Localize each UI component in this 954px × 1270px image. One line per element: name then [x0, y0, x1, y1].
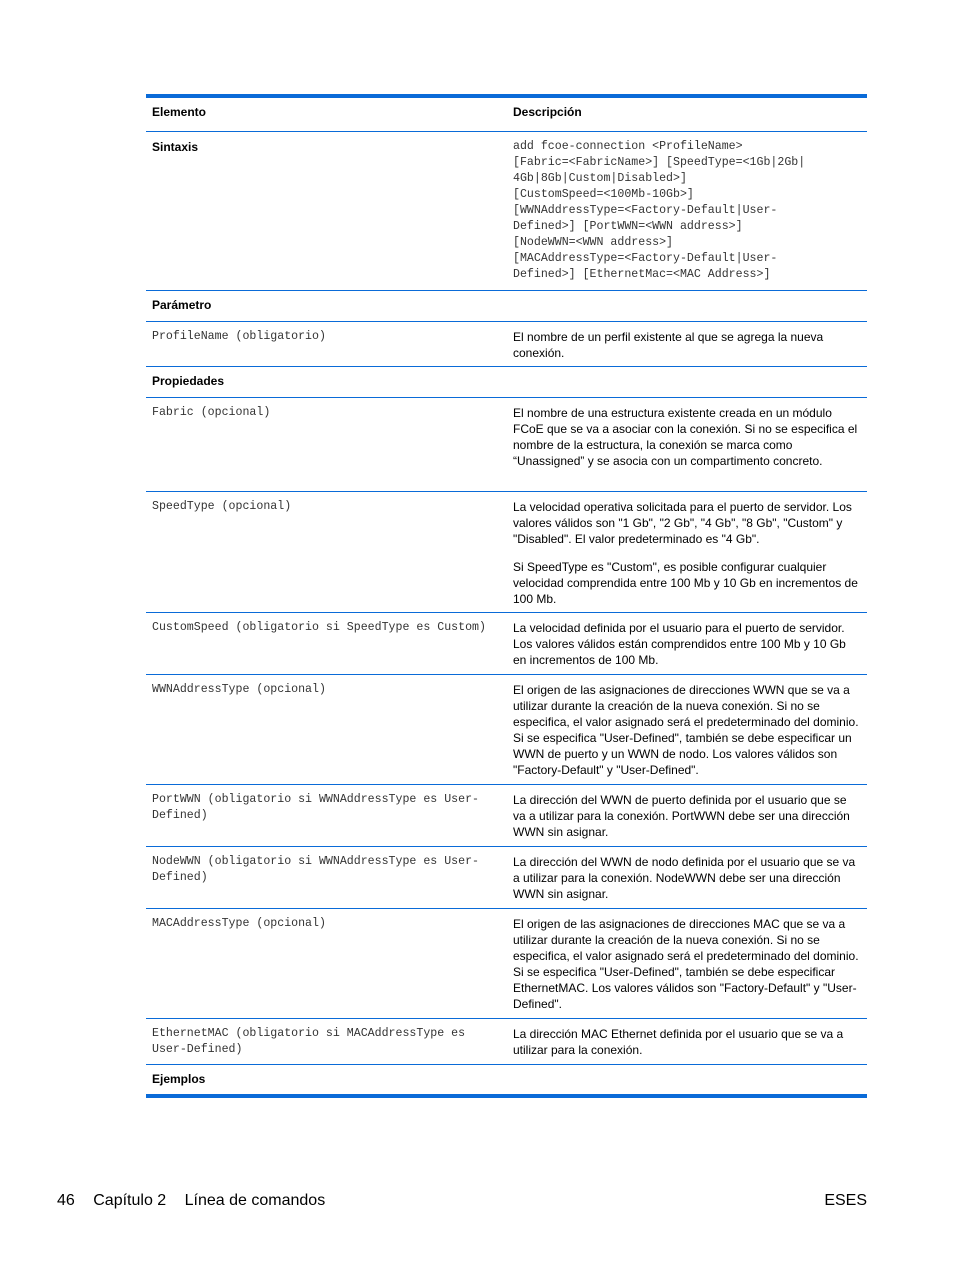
syntax-line: Defined>] [EthernetMac=<MAC Address>] [513, 268, 771, 281]
property-name: NodeWWN (obligatorio si WWNAddressType es User-Defined) [152, 855, 479, 884]
property-description: La dirección MAC Ethernet definida por el usuario que se va a utilizar para la conexión. [513, 1027, 844, 1057]
header-description: Descripción [513, 105, 582, 119]
chapter-label: Capítulo 2 [93, 1192, 167, 1209]
property-description: La dirección del WWN de nodo definida por el usuario que se va a utilizar para la conexión. NodeWWN debe ser una dirección WWN sin asignar. [513, 855, 856, 901]
syntax-line: [CustomSpeed=<100Mb-10Gb>] [513, 188, 694, 201]
table-row [146, 785, 867, 847]
table-row [146, 322, 867, 367]
property-name: Fabric (opcional) [152, 406, 271, 419]
section-examples [146, 1065, 867, 1094]
property-name: EthernetMAC (obligatorio si MACAddressType es User-Defined) [152, 1027, 466, 1056]
syntax-code [507, 132, 867, 290]
table-row [146, 909, 867, 1019]
command-table [146, 94, 867, 1098]
property-description: La velocidad operativa solicitada para el puerto de servidor. Los valores válidos son "1 Gb", "2 Gb", "4 Gb", "8 Gb", "Custom" y "Disabled". El valor predeterminado es "4 Gb". Si SpeedType es "Custom", es posible configurar cualquier velocidad comprendida entre 100 Mb y 10 Gb en incrementos de 100 Mb. [513, 500, 858, 606]
section-label: Ejemplos [152, 1072, 206, 1086]
syntax-line: [NodeWWN=<WWN address>] [513, 236, 674, 249]
page-footer [57, 1192, 867, 1210]
property-description: La velocidad definida por el usuario para el puerto de servidor. Los valores válidos están comprendidos entre 100 Mb y 10 Gb en incrementos de 100 Mb. [513, 621, 846, 667]
param-name: ProfileName (obligatorio) [152, 330, 326, 343]
property-description: El nombre de una estructura existente creada en un módulo FCoE que se va a asociar con la conexión. Si no se especifica el nombre de la estructura, la conexión se marca como “Unassigned” y se asocia con un compartimento concreto. [513, 406, 858, 468]
section-label: Parámetro [152, 298, 212, 312]
section-parameter [146, 291, 867, 322]
property-name: WWNAddressType (opcional) [152, 683, 326, 696]
table-row [146, 847, 867, 909]
syntax-line: 4Gb|8Gb|Custom|Disabled>] [513, 172, 687, 185]
chapter-title: Línea de comandos [184, 1192, 326, 1209]
syntax-line: [Fabric=<FabricName>] [SpeedType=<1Gb|2Gb| [513, 156, 806, 169]
table-row [146, 1019, 867, 1065]
table-header [146, 98, 867, 132]
property-description: El origen de las asignaciones de direcciones MAC que se va a utilizar durante la creación de la nueva conexión. Si no se especifica, el valor asignado será el predeterminado del dominio. Si se especifica "User-Defined", también se debe especificar EthernetMAC. Los valores válidos son "Factory-Default" y "User-Defined". [513, 917, 859, 1011]
property-name: PortWWN (obligatorio si WWNAddressType es User-Defined) [152, 793, 479, 822]
table-row [146, 398, 867, 492]
syntax-row [146, 132, 867, 291]
locale-code: ESES [824, 1192, 867, 1209]
syntax-label: Sintaxis [152, 140, 199, 154]
property-name: MACAddressType (opcional) [152, 917, 326, 930]
section-properties [146, 367, 867, 398]
table-row [146, 492, 867, 613]
property-description: El origen de las asignaciones de direcciones WWN que se va a utilizar durante la creación de la nueva conexión. Si no se especifica, el valor asignado será el predeterminado del dominio. Si se especifica "User-Defined", también se debe especificar un WWN de puerto y un WWN de nodo. Los valores válidos son "Factory-Default" y "User-Defined". [513, 683, 859, 777]
section-label: Propiedades [152, 374, 225, 388]
syntax-line: [MACAddressType=<Factory-Default|User- [513, 252, 778, 265]
property-name: SpeedType (opcional) [152, 500, 292, 513]
table-row [146, 613, 867, 675]
syntax-line: add fcoe-connection <ProfileName> [513, 140, 743, 153]
param-description: El nombre de un perfil existente al que se agrega la nueva conexión. [513, 330, 824, 360]
property-name: CustomSpeed (obligatorio si SpeedType es Custom) [152, 621, 486, 634]
page-number: 46 [57, 1192, 75, 1209]
syntax-line: [WWNAddressType=<Factory-Default|User- [513, 204, 778, 217]
property-description: La dirección del WWN de puerto definida por el usuario que se va a utilizar para la conexión. PortWWN debe ser una dirección WWN sin asignar. [513, 793, 850, 839]
table-row [146, 675, 867, 785]
header-element: Elemento [152, 105, 207, 119]
syntax-line: Defined>] [PortWWN=<WWN address>] [513, 220, 743, 233]
